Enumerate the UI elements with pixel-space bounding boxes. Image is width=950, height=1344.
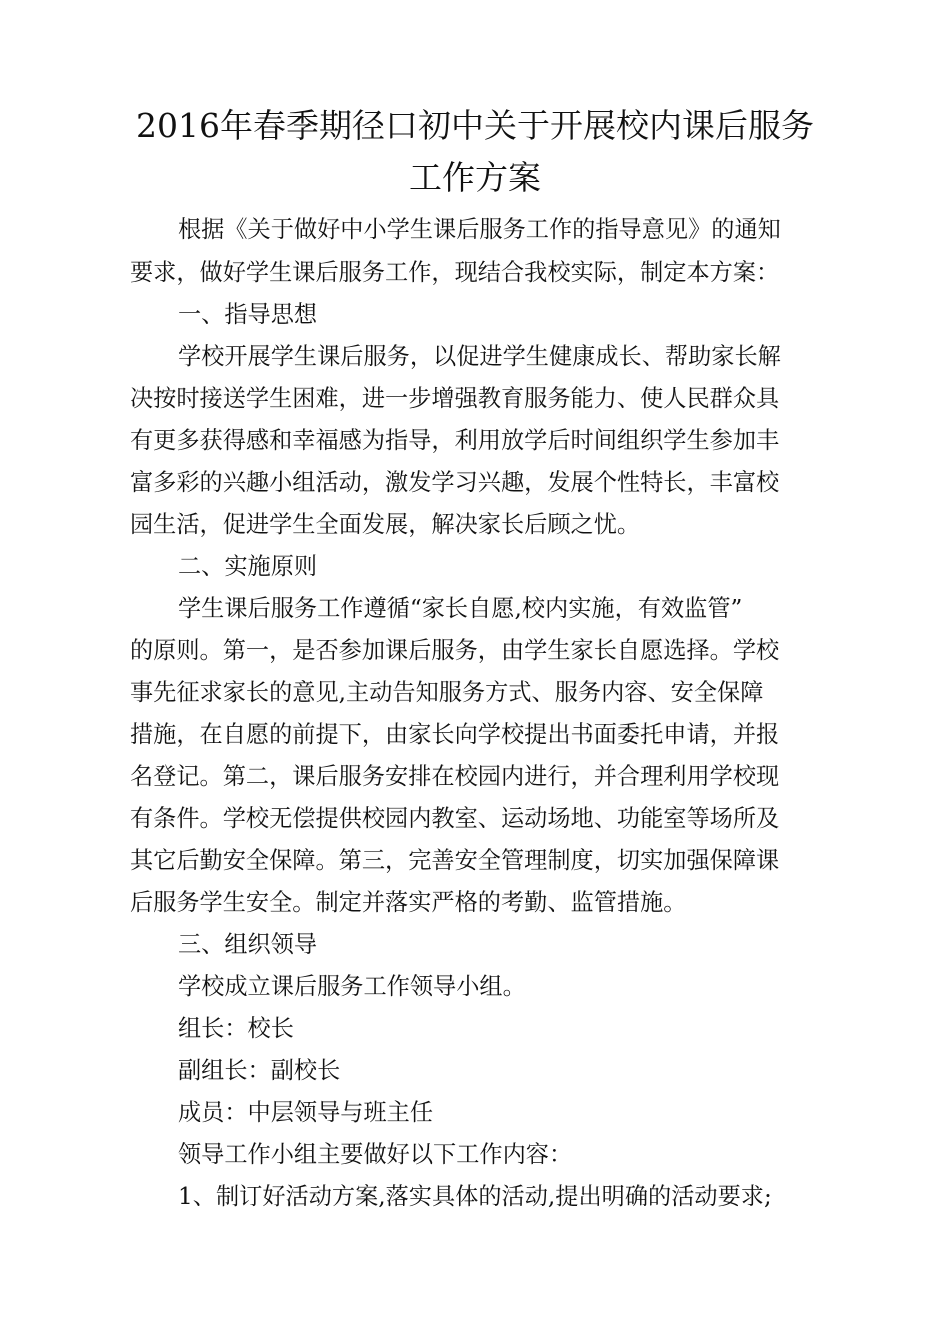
text-line: 事先征求家长的意见,主动告知服务方式、服务内容、安全保障 <box>130 679 764 706</box>
text-line: 有条件。学校无偿提供校园内教室、运动场地、功能室等场所及 <box>130 805 780 832</box>
text-line: 名登记。第二，课后服务安排在校园内进行，并合理利用学校现 <box>130 763 780 790</box>
text-line: 学校开展学生课后服务，以促进学生健康成长、帮助家长解 <box>178 343 781 370</box>
document-title-line-1: 2016年春季期径口初中关于开展校内课后服务 <box>136 106 814 145</box>
text-line: 决按时接送学生困难，进一步增强教育服务能力、使人民群众具 <box>130 385 780 412</box>
text-line: 的原则。第一，是否参加课后服务，由学生家长自愿选择。学校 <box>130 637 780 664</box>
text-line: 措施，在自愿的前提下，由家长向学校提出书面委托申请，并报 <box>130 721 780 748</box>
text-line: 富多彩的兴趣小组活动，激发学习兴趣，发展个性特长，丰富校 <box>130 469 780 496</box>
text-line: 学校成立课后服务工作领导小组。 <box>178 973 526 1000</box>
section-heading-organization: 三、组织领导 <box>178 931 318 958</box>
text-line: 成员：中层领导与班主任 <box>178 1099 434 1126</box>
document-title-line-2: 工作方案 <box>409 158 541 197</box>
text-line: 副组长：副校长 <box>178 1057 341 1084</box>
text-line: 后服务学生安全。制定并落实严格的考勤、监管措施。 <box>130 889 687 916</box>
section-heading-guiding-thought: 一、指导思想 <box>178 301 318 328</box>
text-line: 学生课后服务工作遵循“家长自愿,校内实施，有效监管” <box>178 595 743 622</box>
text-line: 根据《关于做好中小学生课后服务工作的指导意见》的通知 <box>178 216 781 243</box>
list-item: 1、制订好活动方案,落实具体的活动,提出明确的活动要求; <box>178 1183 772 1210</box>
text-line: 园生活，促进学生全面发展，解决家长后顾之忧。 <box>130 511 641 538</box>
text-line: 有更多获得感和幸福感为指导，利用放学后时间组织学生参加丰 <box>130 427 780 454</box>
text-line: 领导工作小组主要做好以下工作内容： <box>178 1141 573 1168</box>
section-heading-principles: 二、实施原则 <box>178 553 318 580</box>
text-line: 要求，做好学生课后服务工作，现结合我校实际，制定本方案： <box>130 259 780 286</box>
text-line: 组长：校长 <box>178 1015 294 1042</box>
text-line: 其它后勤安全保障。第三，完善安全管理制度，切实加强保障课 <box>130 847 780 874</box>
